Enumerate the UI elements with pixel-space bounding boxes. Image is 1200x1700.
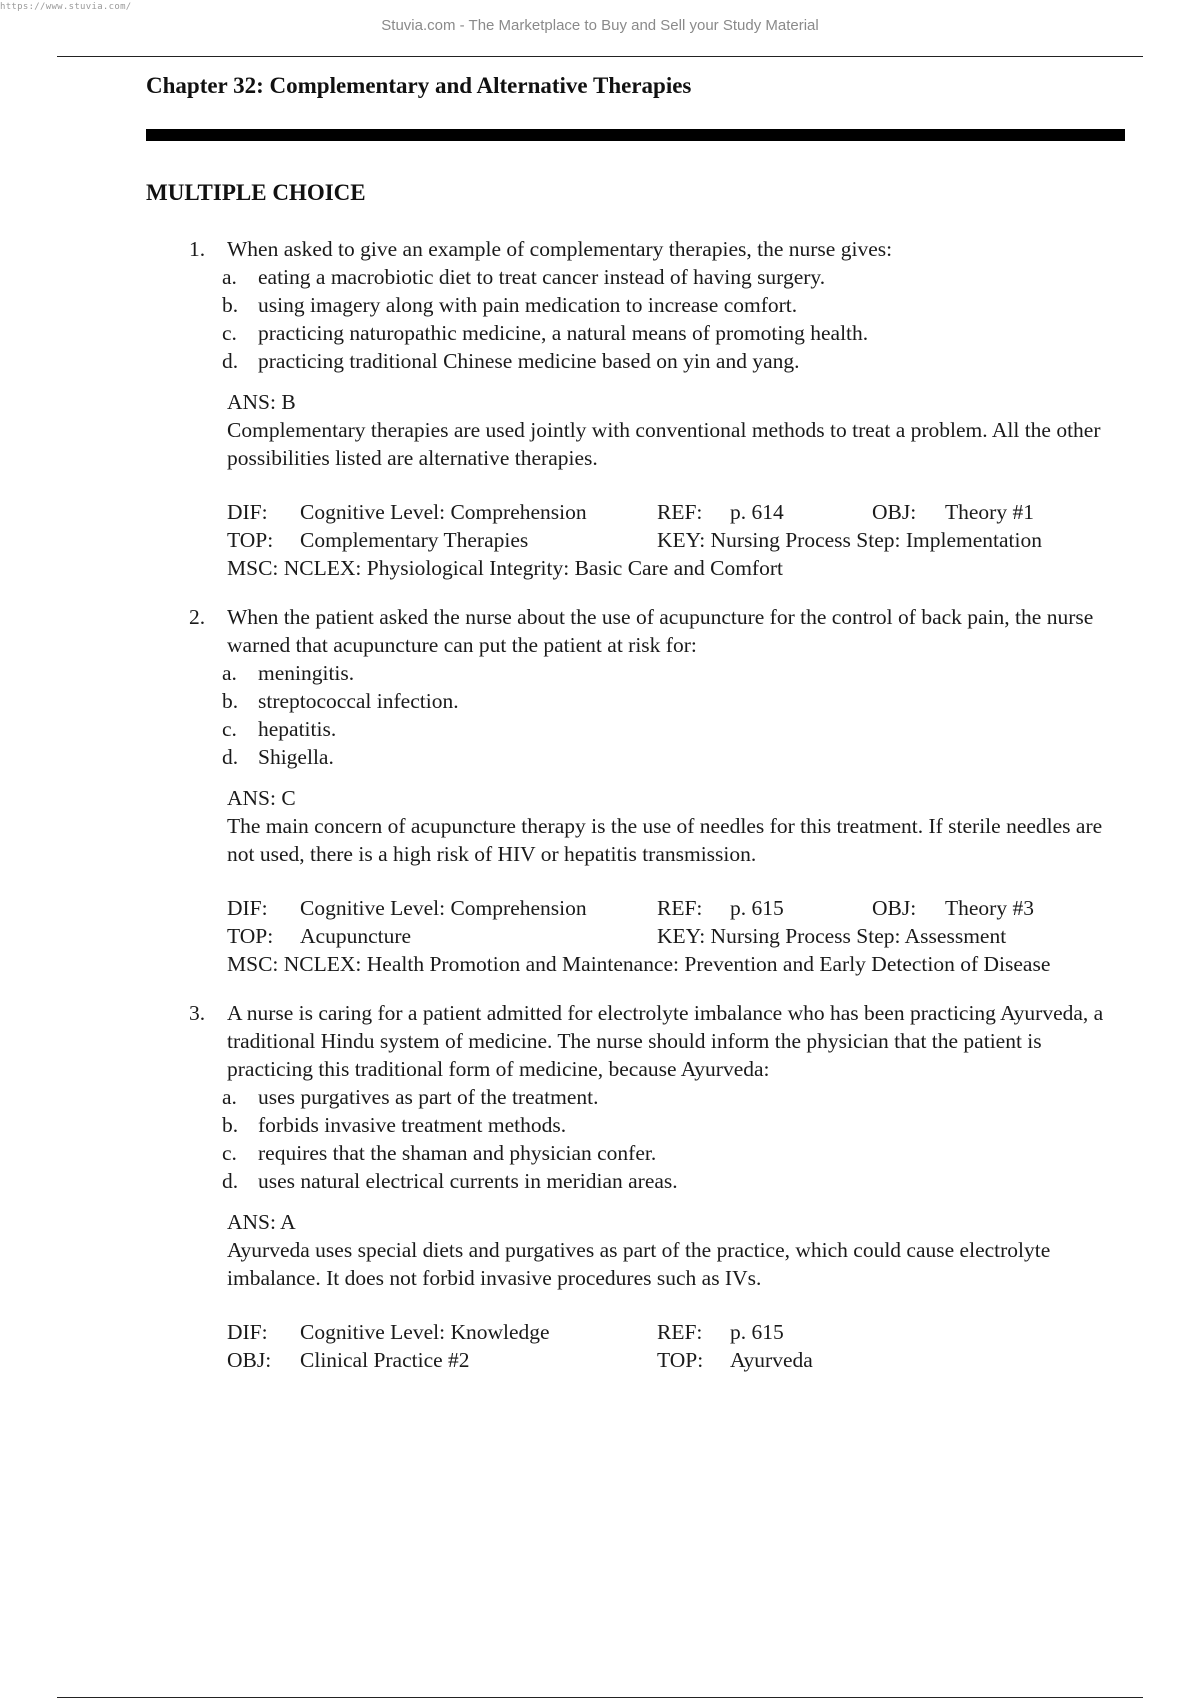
section-title: MULTIPLE CHOICE xyxy=(146,180,366,205)
obj-value: Theory #3 xyxy=(945,896,1034,920)
dif-label: DIF: xyxy=(227,896,268,920)
rationale: Complementary therapies are used jointly with conventional methods to treat a problem. All the other possibilities listed are alternative therapies. xyxy=(227,418,1101,470)
ref-value: p. 614 xyxy=(730,500,784,524)
rationale: Ayurveda uses special diets and purgatives as part of the practice, which could cause electrolyte imbalance. It does not forbid invasive procedures such as IVs. xyxy=(227,1238,1051,1290)
meta-row xyxy=(227,894,1127,922)
rationale: The main concern of acupuncture therapy is the use of needles for this treatment. If sterile needles are not used, there is a high risk of HIV or hepatitis transmission. xyxy=(227,814,1103,866)
option-letter: b. xyxy=(222,293,239,317)
answer-key: ANS: A xyxy=(227,1210,296,1234)
top-value: Ayurveda xyxy=(730,1348,813,1372)
obj-label: OBJ: xyxy=(872,500,917,524)
option-b xyxy=(222,1111,1200,1139)
option-letter: c. xyxy=(222,717,237,741)
ref-value: p. 615 xyxy=(730,1320,784,1344)
obj-value: Theory #1 xyxy=(945,500,1034,524)
question-1 xyxy=(0,235,1200,582)
dif-label: DIF: xyxy=(227,1320,268,1344)
answer-key: ANS: B xyxy=(227,390,296,414)
question-2 xyxy=(0,603,1200,978)
option-letter: a. xyxy=(222,265,237,289)
dif-label: DIF: xyxy=(227,500,268,524)
meta-row xyxy=(227,922,1127,950)
answer-block xyxy=(227,388,1127,472)
option-letter: d. xyxy=(222,1169,239,1193)
option-text: requires that the shaman and physician confer. xyxy=(258,1141,657,1165)
option-text: Shigella. xyxy=(258,745,334,769)
question-metadata xyxy=(227,1318,1127,1374)
option-letter: d. xyxy=(222,745,239,769)
questions-list xyxy=(0,235,1200,1395)
ref-label: REF: xyxy=(657,1320,703,1344)
answer-block xyxy=(227,784,1127,868)
option-letter: b. xyxy=(222,1113,239,1137)
footer-rule xyxy=(57,1697,1143,1698)
top-value: Acupuncture xyxy=(300,924,412,948)
option-c xyxy=(222,319,1200,347)
title-bar xyxy=(146,129,1125,141)
question-metadata xyxy=(227,894,1127,978)
option-d xyxy=(222,347,1200,375)
option-text: meningitis. xyxy=(258,661,355,685)
meta-row xyxy=(227,1318,1127,1346)
meta-row xyxy=(227,526,1127,554)
msc-value: MSC: NCLEX: Health Promotion and Maintenance: Prevention and Early Detection of Disease xyxy=(227,952,1051,976)
option-a xyxy=(222,659,1200,687)
meta-row xyxy=(227,498,1127,526)
option-c xyxy=(222,1139,1200,1167)
dif-value: Cognitive Level: Comprehension xyxy=(300,896,587,920)
option-letter: b. xyxy=(222,689,239,713)
top-label: TOP: xyxy=(227,528,274,552)
option-text: uses purgatives as part of the treatment. xyxy=(258,1085,599,1109)
question-number: 1. xyxy=(189,237,206,261)
option-letter: c. xyxy=(222,321,237,345)
dif-value: Cognitive Level: Comprehension xyxy=(300,500,587,524)
obj-value: Clinical Practice #2 xyxy=(300,1348,470,1372)
obj-label: OBJ: xyxy=(872,896,917,920)
option-list xyxy=(0,263,1200,375)
msc-row xyxy=(227,554,1127,582)
question-number: 3. xyxy=(189,1001,206,1025)
option-list xyxy=(0,1083,1200,1195)
meta-row xyxy=(227,1346,1127,1374)
question-stem: When the patient asked the nurse about the use of acupuncture for the control of back pain, the nurse warned that acupuncture can put the patient at risk for: xyxy=(227,605,1094,657)
dif-value: Cognitive Level: Knowledge xyxy=(300,1320,550,1344)
option-text: forbids invasive treatment methods. xyxy=(258,1113,567,1137)
option-d xyxy=(222,743,1200,771)
question-metadata xyxy=(227,498,1127,582)
site-header: Stuvia.com - The Marketplace to Buy and Sell your Study Material xyxy=(381,17,819,34)
option-a xyxy=(222,1083,1200,1111)
question-stem: A nurse is caring for a patient admitted for electrolyte imbalance who has been practicing Ayurveda, a traditional Hindu system of medicine. The nurse should inform the physician that the patient is practicing this traditional form of medicine, because Ayurveda: xyxy=(227,1001,1104,1081)
top-label: TOP: xyxy=(657,1348,704,1372)
header-rule xyxy=(57,56,1143,57)
option-list xyxy=(0,659,1200,771)
key-value: KEY: Nursing Process Step: Implementation xyxy=(657,528,1042,552)
option-b xyxy=(222,291,1200,319)
option-letter: a. xyxy=(222,661,237,685)
question-3 xyxy=(0,999,1200,1374)
option-text: eating a macrobiotic diet to treat cancer instead of having surgery. xyxy=(258,265,826,289)
question-stem: When asked to give an example of complementary therapies, the nurse gives: xyxy=(227,237,893,261)
option-text: practicing naturopathic medicine, a natural means of promoting health. xyxy=(258,321,869,345)
msc-row xyxy=(227,950,1127,978)
option-b xyxy=(222,687,1200,715)
option-c xyxy=(222,715,1200,743)
question-number: 2. xyxy=(189,605,206,629)
url-stamp: https://www.stuvia.com/ xyxy=(0,2,132,12)
ref-label: REF: xyxy=(657,500,703,524)
option-text: uses natural electrical currents in meridian areas. xyxy=(258,1169,678,1193)
option-letter: d. xyxy=(222,349,239,373)
option-text: hepatitis. xyxy=(258,717,337,741)
top-value: Complementary Therapies xyxy=(300,528,529,552)
option-a xyxy=(222,263,1200,291)
answer-block xyxy=(227,1208,1127,1292)
option-letter: c. xyxy=(222,1141,237,1165)
top-label: TOP: xyxy=(227,924,274,948)
option-text: using imagery along with pain medication to increase comfort. xyxy=(258,293,798,317)
option-text: streptococcal infection. xyxy=(258,689,459,713)
option-text: practicing traditional Chinese medicine based on yin and yang. xyxy=(258,349,800,373)
key-value: KEY: Nursing Process Step: Assessment xyxy=(657,924,1007,948)
chapter-title: Chapter 32: Complementary and Alternative Therapies xyxy=(146,73,692,98)
answer-key: ANS: C xyxy=(227,786,296,810)
ref-value: p. 615 xyxy=(730,896,784,920)
msc-value: MSC: NCLEX: Physiological Integrity: Basic Care and Comfort xyxy=(227,556,783,580)
obj-label: OBJ: xyxy=(227,1348,272,1372)
ref-label: REF: xyxy=(657,896,703,920)
option-d xyxy=(222,1167,1200,1195)
option-letter: a. xyxy=(222,1085,237,1109)
